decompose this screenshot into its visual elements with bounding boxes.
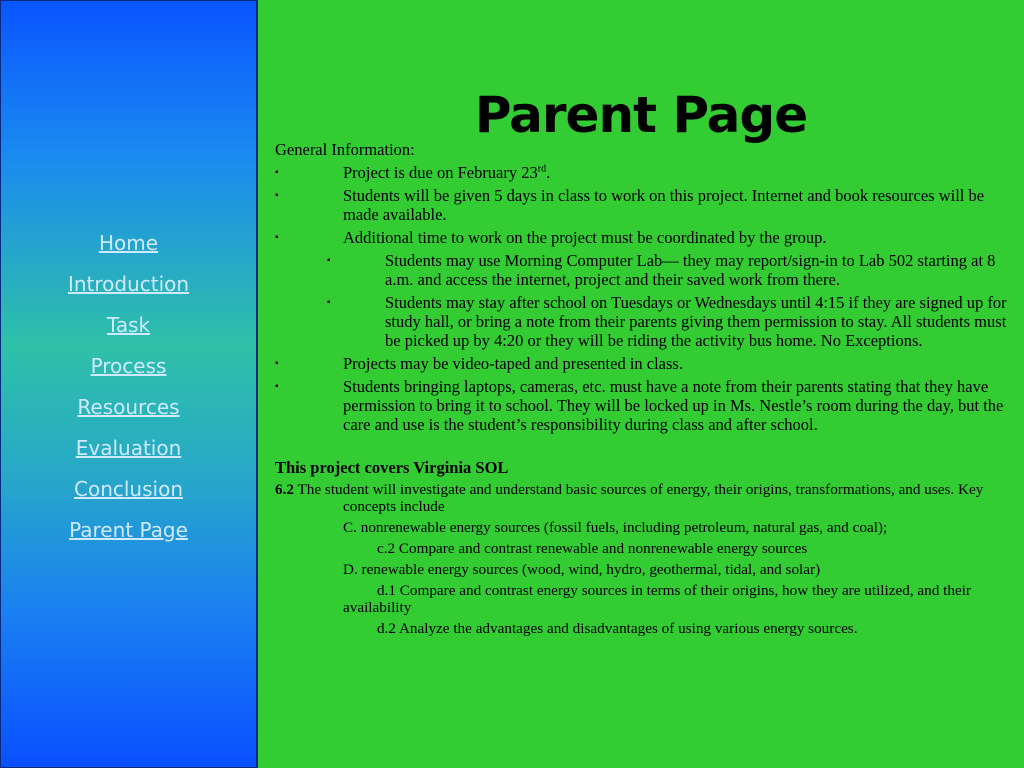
general-info-heading: General Information: — [275, 140, 415, 159]
list-item-due-date — [275, 163, 1010, 182]
after-school-text: Students may stay after school on Tuesdays or Wednesdays until 4:15 if they are signed up for study hall, or bring a note from their parents giving them permission to stay. All students must be picked up by 4:20 or they will be riding the activity bus home. No Exceptions. — [385, 293, 1007, 350]
nav-link-home[interactable]: Home — [98, 231, 159, 255]
list-item-laptops — [275, 377, 1010, 434]
sol-intro — [275, 481, 1010, 515]
video-text: Projects may be video-taped and presented in class. — [343, 354, 683, 373]
laptops-text: Students bringing laptops, cameras, etc. must have a note from their parents stating that they have permission to bring it to school. They will be locked up in Ms. Nestle’s room during the day, but the care and use is the student’s responsibility during class and after school. — [343, 377, 1004, 434]
nav-link-introduction[interactable]: Introduction — [67, 272, 190, 296]
sol-item-c: C. nonrenewable energy sources (fossil fuels, including petroleum, natural gas, and coal); — [343, 519, 888, 536]
list-item-additional-time — [275, 228, 1010, 247]
sol-heading: This project covers Virginia SOL — [275, 458, 509, 477]
nav-link-evaluation[interactable]: Evaluation — [75, 436, 182, 460]
sol-item-d1: d.1 Compare and contrast energy sources in terms of their origins, how they are utilized, and their availability — [343, 582, 971, 616]
list-item-after-school — [275, 293, 1010, 350]
sol-item-d: D. renewable energy sources (wood, wind, hydro, geothermal, tidal, and solar) — [343, 561, 821, 578]
list-item-class-days — [275, 186, 1010, 224]
class-days-text: Students will be given 5 days in class to work on this project. Internet and book resources will be made available. — [343, 186, 985, 224]
bullet-icon: ▪ — [275, 190, 279, 201]
bullet-icon: ▪ — [327, 255, 331, 266]
due-date-period: . — [546, 163, 551, 182]
sol-code: 6.2 — [275, 481, 294, 498]
list-item-morning-lab — [275, 251, 1010, 289]
nav-link-parent-page[interactable]: Parent Page — [69, 518, 188, 542]
morning-lab-text: Students may use Morning Computer Lab— they may report/sign-in to Lab 502 starting at 8 a.m. and access the internet, project and their saved work from there. — [385, 251, 996, 289]
bullet-icon: ▪ — [275, 167, 279, 178]
sidebar — [0, 0, 258, 768]
sol-item-c2: c.2 Compare and contrast renewable and nonrenewable energy sources — [377, 540, 808, 557]
sol-item-d2: d.2 Analyze the advantages and disadvantages of using various energy sources. — [377, 620, 858, 637]
sidebar-nav — [1, 223, 256, 551]
nav-link-process[interactable]: Process — [90, 354, 167, 378]
due-date-superscript: rd — [537, 163, 547, 175]
sol-intro-text: The student will investigate and understand basic sources of energy, their origins, transformations, and uses. Key concepts include — [293, 481, 984, 515]
bullet-icon: ▪ — [275, 358, 279, 369]
main-content — [275, 140, 1010, 637]
page-title: Parent Page — [474, 85, 808, 144]
nav-link-task[interactable]: Task — [106, 313, 151, 337]
nav-link-conclusion[interactable]: Conclusion — [74, 477, 183, 501]
due-date-text: Project is due on February 23 — [343, 163, 538, 182]
nav-link-resources[interactable]: Resources — [77, 395, 180, 419]
bullet-icon: ▪ — [327, 297, 331, 308]
additional-time-text: Additional time to work on the project must be coordinated by the group. — [343, 228, 827, 247]
bullet-icon: ▪ — [275, 232, 279, 243]
list-item-video — [275, 354, 1010, 373]
bullet-icon: ▪ — [275, 381, 279, 392]
